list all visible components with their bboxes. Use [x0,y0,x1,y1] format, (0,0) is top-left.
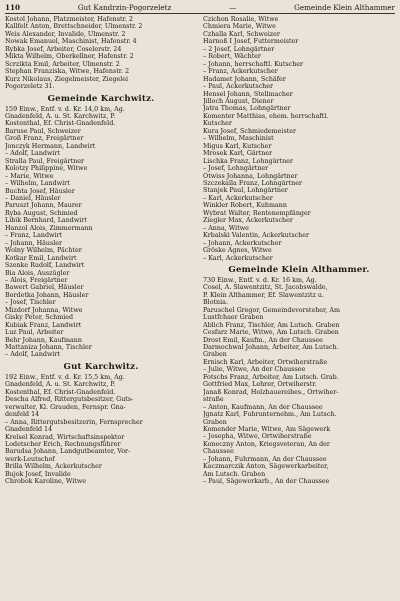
section-title-karchwitz: Gemeinde Karchwitz. [47,93,155,104]
left-column [5,16,197,486]
directory-entry: – Anna, Witwe [203,224,249,232]
directory-entry: – Josepha, Witwe, Ortwiherstraße [203,433,312,441]
directory-entry: Szenke Rudolf, Landwirt [5,262,85,270]
directory-entry: Lischka Franz, Lohngärtner [203,157,293,165]
directory-entry: Chmiera Marie, Witwe [203,23,276,31]
directory-entry: Nowak Emanuel, Maschinist, Hafenstr. 4 [5,38,137,46]
directory-entry: P. Klein Althammer, Ef. Slawentzitz u. [203,291,324,299]
directory-entry: Bujok Josef, Invalide [5,470,71,478]
directory-entry: Czhalla Karl, Schweizer [203,30,280,38]
directory-entry: Hadamet Johann, Schäfer [203,75,286,83]
right-block-1 [203,16,395,262]
directory-entry: Hensel Johann, Stellmacher [203,90,293,98]
directory-entry: 192 Einw., Entf. v. d. Kr. 15,5 km, Ag. [5,373,125,381]
directory-entry: Descha Alfred, Rittergutsbesitzer, Guts- [5,396,134,404]
directory-entry: – Karl, Ackerkutscher [203,254,273,262]
directory-entry: – Adolf, Landwirt [5,351,61,359]
directory-entry: Kurz Nikolaus, Ziegelmeister, Ziegelei [5,75,129,83]
directory-entry: Scrzikta Emil, Arbeiter, Ulmenstr. 2 [5,60,120,68]
directory-entry: – Karl, Ackerkutscher [203,194,273,202]
directory-entry: Kolotzy Philippine, Witwe [5,165,88,173]
directory-entry: Kostenthal, Ef. Christ-Gnadenfeld. [5,120,116,128]
directory-entry: Gisky Peter, Schmied [5,314,74,322]
directory-entry: – Alois, Freigärtner [5,276,68,284]
directory-entry: Gnadenfeld, A. u. St. Karchwitz, P. [5,381,116,389]
directory-entry: Jgnatz Karl, Fuhrunternehm., Am Lutsch. [203,411,337,419]
directory-entry: – Paul, Ackerkutscher [203,83,274,91]
section-title-klein-althammer: Gemeinde Klein Althammer. [228,264,370,275]
directory-entry: Stephan Franziska, Witwe, Hafenstr. 2 [5,68,130,76]
directory-entry: – Johann, herrschaftl. Kutscher [203,60,304,68]
directory-entry: Cosel, A. Slawentzitz, St. Jacobswalde, [203,284,328,292]
directory-entry: Ernisch Karl, Arbeiter, Ortwiherstraße [203,358,328,366]
directory-entry: Bia Alois, Auszügler [5,269,70,277]
directory-entry: – Johann, Häusler [5,239,63,247]
directory-entry: – Franz, Ackerkutscher [203,68,278,76]
directory-entry: Jatra Thomas, Lohngärtner [203,105,291,113]
directory-entry: Czichon Rosalie, Witwe [203,16,279,23]
directory-entry: – Anton, Kaufmann, An der Chaussee [203,403,323,411]
directory-entry: Ziegler Max, Ackerkutscher [203,217,293,225]
directory-entry: Gröske Agnes, Witwe [203,247,272,255]
directory-entry: Mikta Wilhelm, Oberkellner, Hafenstr. 2 [5,53,134,61]
directory-entry: Fotschs Franz, Arbeiter, Am Lutsch. Grab. [203,373,339,381]
directory-entry: Kutscher [203,120,232,128]
directory-entry: Drost Emil, Kaufm., An der Chaussee [203,336,323,344]
directory-entry: Gnadenfeld 14 [5,426,53,434]
directory-entry: Mattaniza Johann, Tischler [5,344,92,352]
directory-entry: verwalter, Kl. Grauden, Fernspr. Gna- [5,403,126,411]
running-title-right: Gemeinde Klein Althammer [294,3,395,12]
directory-entry: Gnadenfeld, A. u. St. Karchwitz, P. [5,112,116,120]
directory-entry: Hanzol Alois, Zimmermann [5,224,93,232]
directory-entry: Kaczmarczik Anton, Sägewerkarbeiter, [203,463,329,471]
directory-entry: Darmochwal Johann, Arbeiter, Am Lutsch. [203,344,339,352]
directory-entry: Krelsel Konrad, Wirtschaftsinspektor [5,433,125,441]
directory-entry: Kotkar Emil, Landwirt [5,254,77,262]
directory-entry: Ryba August, Schmied [5,209,78,217]
directory-entry: Pogorzeletz 31. [5,83,55,91]
directory-entry: Stanjek Paul, Lohngärtner [203,187,288,195]
directory-entry: – Wilhelm, Landwirt [5,180,70,188]
directory-entry: Kostenthal, Ef. Christ-Gnadenfeld. [5,388,116,396]
directory-entry: Am Lutsch. Graben [203,470,266,478]
directory-entry: – Johann, Ackerkutscher [203,239,282,247]
directory-entry: Janaß Konrad, Holzhauereibes., Ortwiher- [203,388,339,396]
directory-entry: Chrobok Karoline, Witwe [5,478,87,486]
left-block-2 [5,106,197,359]
directory-entry: Kura Josef, Schmiedemeister [203,127,297,135]
directory-entry: – Julie, Witwe, An der Chaussee [203,366,306,374]
left-block-3 [5,374,197,486]
directory-entry: Groß Franz, Freigärtner [5,135,84,143]
directory-entry: Kallfelt Anton, Brettschneider, Ulmenstr. 2 [5,23,143,31]
directory-entry: Kostol Johann, Platzmeister, Hafenstr. 2 [5,16,133,23]
directory-entry: Jonczyk Hermann, Landwirt [5,142,96,150]
right-block-2 [203,277,395,486]
directory-entry: Libik Bernhard, Landwirt [5,217,87,225]
directory-entry: werk-Leutschof [5,455,55,463]
directory-entry: Koneczny Anton, Kriegsveteran, An der [203,440,330,448]
directory-entry: Bawert Gabriel, Häusler [5,284,84,292]
directory-entry: Lustfchaer Graben [203,314,264,322]
directory-entry: straße [203,396,224,404]
left-block-1 [5,16,197,91]
directory-entry: Jilloch August, Diener [203,97,274,105]
directory-entry: Buchta Josef, Häusler [5,187,75,195]
directory-entry: Baruse Paul, Schweizer [5,127,81,135]
directory-entry: 159 Einw., Entf. v. d. Kr. 14,0 km, Ag. [5,105,125,113]
directory-entry: Bordetka Johann, Häusler [5,291,89,299]
directory-entry: Wybrat Walter, Rentenempfänger [203,209,311,217]
directory-entry: Barudsa Johann, Landgutbeamter, Vor- [5,448,131,456]
directory-entry: Graben [203,351,227,359]
page-number: 110 [5,3,21,12]
directory-entry: – Marie, Witwe [5,172,54,180]
directory-entry: Stralla Paul, Freigärtner [5,157,84,165]
directory-entry: Wolny Wilhelm, Pächter [5,247,82,255]
directory-entry: – Wilhelm, Maschinist [203,135,274,143]
directory-entry: Krbalski Valentin, Ackerkutscher [203,232,310,240]
directory-entry: Mrosek Karl, Gärtner [203,150,273,158]
directory-entry: – Paul, Sägewerkarb., An der Chaussee [203,478,330,486]
directory-entry: Paruschel Gregor, Gemeindevorsteher, Am [203,306,340,314]
directory-entry: – Josef, Lohngärtner [203,165,269,173]
running-title-left: Gut Kandrzin-Pogorzeletz [77,3,172,12]
directory-entry: Cesfarz Marie, Witwe, Am Lutsch. Graben [203,329,339,337]
right-column [203,16,395,486]
directory-entry: Migus Karl, Kutscher [203,142,272,150]
directory-entry: 730 Einw., Entf. v. d. Kr. 16 km, Ag. [203,276,317,284]
directory-entry: – Josef, Tischler [5,299,56,307]
directory-entry: Lodetscher Erich, Rechnungsführer [5,441,121,449]
directory-entry: – Johann, Fuhrmann, An der Chaussee [203,455,327,463]
page-header: 110 Gut Kandrzin-Pogorzeletz — Gemeinde Klein Althammer [5,3,395,12]
directory-entry: – Daniel, Häusler [5,194,61,202]
directory-entry: denfeld 14 [5,411,40,419]
directory-entry: Graben [203,418,227,426]
directory-entry: – Franz, Landwirt [5,232,63,240]
directory-entry: – Adolf, Landwirt [5,150,61,158]
directory-entry: Gottfried Max, Lehrer, Ortwiherstr. [203,381,317,389]
directory-entry: Paruszt Johann, Maurer [5,202,82,210]
directory-entry: Ablich Franz, Tischler, Am Lutsch. Graben [203,321,340,329]
directory-entry: – 2 Josef, Lohngärtner [203,45,275,53]
directory-entry: Komenter Matthias, ehem. herrschaftl. [203,112,329,120]
directory-entry: Komender Marie, Witwe, Am Sägewerk [203,426,331,434]
directory-entry: Luz Paul, Arbeiter [5,329,64,337]
directory-entry: Harnoß I Josef, Futtermeister [203,38,299,46]
directory-entry: Behr Johann, Kaufmann [5,336,82,344]
directory-entry: Otwiss Johanna, Lohngärtner [203,172,298,180]
directory-entry: Weis Alexander, Invalide, Ulmenstr. 2 [5,30,126,38]
directory-entry: Kubiak Franz, Landwirt [5,321,82,329]
directory-entry: Blotnia. [203,299,228,307]
directory-entry: Chaussee [203,448,234,456]
directory-entry: – Anna, Rittergutsbesitzerin, Fernsprecher [5,418,143,426]
directory-entry: – Robert, Wächter [203,53,261,61]
directory-entry: Szczekalla Franz, Lohngärtner [203,179,302,187]
section-title-gut-karchwitz: Gut Karchwitz. [63,361,139,372]
directory-entry: Mizdorf Johanna, Witwe [5,306,83,314]
directory-entry: Brilla Wilhelm, Ackerkutscher [5,463,102,471]
directory-entry: Winkler Robert, Kuhmann [203,202,287,210]
directory-entry: Rybka Josef, Arbeiter, Coselerstr. 24 [5,45,122,53]
